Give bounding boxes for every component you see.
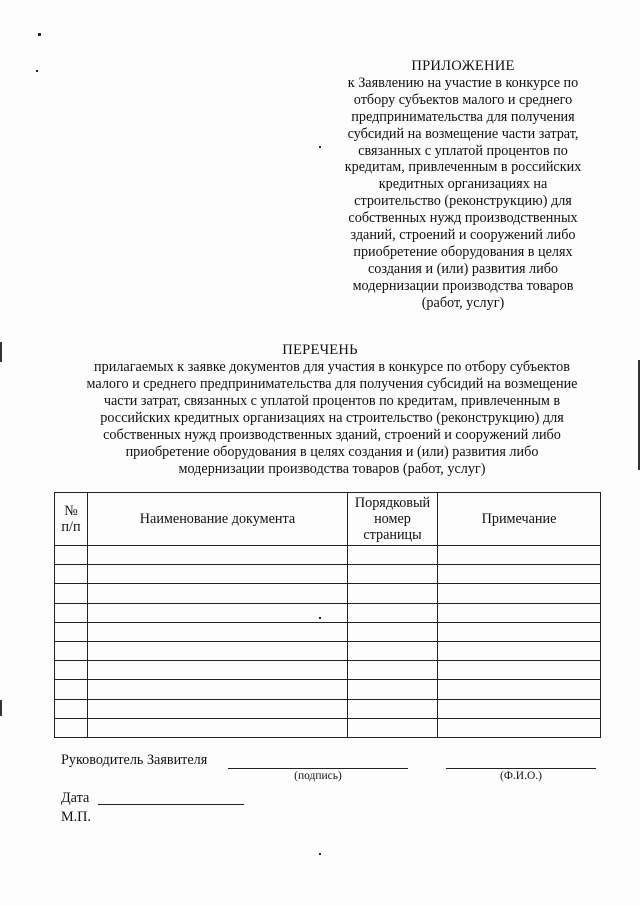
appendix-line: (работ, услуг)	[421, 294, 505, 311]
cell-document-name[interactable]	[88, 584, 348, 603]
date-label: Дата	[61, 790, 90, 806]
cell-note[interactable]	[438, 584, 601, 603]
seal-label: М.П.	[61, 809, 91, 825]
date-line[interactable]	[98, 804, 244, 805]
appendix-line: к Заявлению на участие в конкурсе по	[347, 74, 579, 91]
appendix-line: отбору субъектов малого и среднего	[353, 91, 573, 108]
cell-document-name[interactable]	[88, 718, 348, 737]
header-number-line: п/п	[61, 519, 81, 535]
header-page-line: номер	[374, 511, 411, 527]
table-row	[55, 584, 601, 603]
list-description-line: модернизации производства товаров (работ, услуг)	[178, 461, 486, 477]
cell-page-number[interactable]	[348, 641, 438, 660]
appendix-line: кредитных организациях на	[378, 176, 548, 193]
cell-number[interactable]	[55, 565, 88, 584]
list-description	[52, 359, 612, 478]
list-title: ПЕРЕЧЕНЬ	[282, 342, 358, 358]
cell-note[interactable]	[438, 718, 601, 737]
cell-note[interactable]	[438, 641, 601, 660]
appendix-line: предпринимательства для получения	[351, 108, 575, 125]
table-row	[55, 622, 601, 641]
cell-number[interactable]	[55, 680, 88, 699]
scan-speck	[36, 70, 38, 72]
appendix-line: создания и (или) развития либо	[367, 260, 559, 277]
table-row	[55, 565, 601, 584]
list-description-line: собственных нужд производственных зданий, строений и сооружений либо	[103, 427, 561, 443]
table-row	[55, 546, 601, 565]
cell-number[interactable]	[55, 603, 88, 622]
head-label: Руководитель Заявителя	[61, 752, 208, 768]
table-row	[55, 661, 601, 680]
list-description-line: российских кредитных организациях на строительство (реконструкцию) для	[100, 410, 564, 426]
header-number-line: №	[64, 503, 78, 519]
list-description-line: части затрат, связанных с уплатой процентов по кредитам, привлеченным в	[103, 393, 561, 409]
cell-page-number[interactable]	[348, 584, 438, 603]
header-note: Примечание	[438, 493, 601, 546]
scan-edge-mark	[0, 700, 2, 716]
appendix-line: приобретение оборудования в целях	[353, 243, 573, 260]
cell-note[interactable]	[438, 661, 601, 680]
cell-document-name[interactable]	[88, 641, 348, 660]
cell-number[interactable]	[55, 622, 88, 641]
cell-number[interactable]	[55, 584, 88, 603]
cell-number[interactable]	[55, 699, 88, 718]
cell-page-number[interactable]	[348, 603, 438, 622]
table-body	[55, 546, 601, 738]
appendix-line: модернизации производства товаров	[352, 277, 574, 294]
list-description-line: малого и среднего предпринимательства для получения субсидий на возмещение	[86, 376, 578, 392]
cell-document-name[interactable]	[88, 565, 348, 584]
cell-page-number[interactable]	[348, 661, 438, 680]
table-row	[55, 603, 601, 622]
table-header-row	[55, 493, 601, 546]
cell-note[interactable]	[438, 622, 601, 641]
header-number	[55, 493, 88, 546]
cell-page-number[interactable]	[348, 718, 438, 737]
cell-note[interactable]	[438, 699, 601, 718]
appendix-line: связанных с уплатой процентов по	[358, 142, 568, 159]
cell-page-number[interactable]	[348, 699, 438, 718]
table-row	[55, 699, 601, 718]
cell-note[interactable]	[438, 546, 601, 565]
cell-page-number[interactable]	[348, 622, 438, 641]
appendix-line: строительство (реконструкцию) для	[354, 193, 572, 210]
appendix-line: собственных нужд производственных	[348, 210, 578, 227]
list-description-line: приобретение оборудования в целях создания и (или) развития либо	[125, 444, 539, 460]
documents-table	[54, 492, 601, 738]
header-page-line: Порядковый	[354, 495, 431, 511]
scan-speck	[319, 853, 321, 855]
appendix-line: зданий, строений и сооружений либо	[350, 227, 576, 244]
cell-note[interactable]	[438, 603, 601, 622]
cell-document-name[interactable]	[88, 546, 348, 565]
cell-document-name[interactable]	[88, 680, 348, 699]
header-page-line: страницы	[363, 527, 422, 543]
header-document-name: Наименование документа	[88, 493, 348, 546]
cell-note[interactable]	[438, 680, 601, 699]
scan-speck	[38, 33, 41, 36]
full-name-line[interactable]	[446, 768, 596, 769]
signature-line[interactable]	[228, 768, 408, 769]
appendix-title: ПРИЛОЖЕНИЕ	[411, 58, 515, 74]
signature-caption: (подпись)	[294, 770, 342, 782]
list-description-line: прилагаемых к заявке документов для участия в конкурсе по отбору субъектов	[94, 359, 570, 375]
cell-document-name[interactable]	[88, 699, 348, 718]
cell-page-number[interactable]	[348, 546, 438, 565]
table-row	[55, 641, 601, 660]
appendix-line: субсидий на возмещение части затрат,	[347, 125, 579, 142]
cell-page-number[interactable]	[348, 680, 438, 699]
cell-document-name[interactable]	[88, 622, 348, 641]
cell-number[interactable]	[55, 546, 88, 565]
cell-note[interactable]	[438, 565, 601, 584]
appendix-line: кредитам, привлеченным в российских	[344, 159, 582, 176]
header-page-number	[348, 493, 438, 546]
cell-number[interactable]	[55, 641, 88, 660]
appendix-block	[318, 58, 608, 312]
cell-document-name[interactable]	[88, 603, 348, 622]
cell-page-number[interactable]	[348, 565, 438, 584]
cell-document-name[interactable]	[88, 661, 348, 680]
cell-number[interactable]	[55, 718, 88, 737]
table-row	[55, 680, 601, 699]
full-name-caption: (Ф.И.О.)	[500, 770, 542, 782]
table-row	[55, 718, 601, 737]
cell-number[interactable]	[55, 661, 88, 680]
